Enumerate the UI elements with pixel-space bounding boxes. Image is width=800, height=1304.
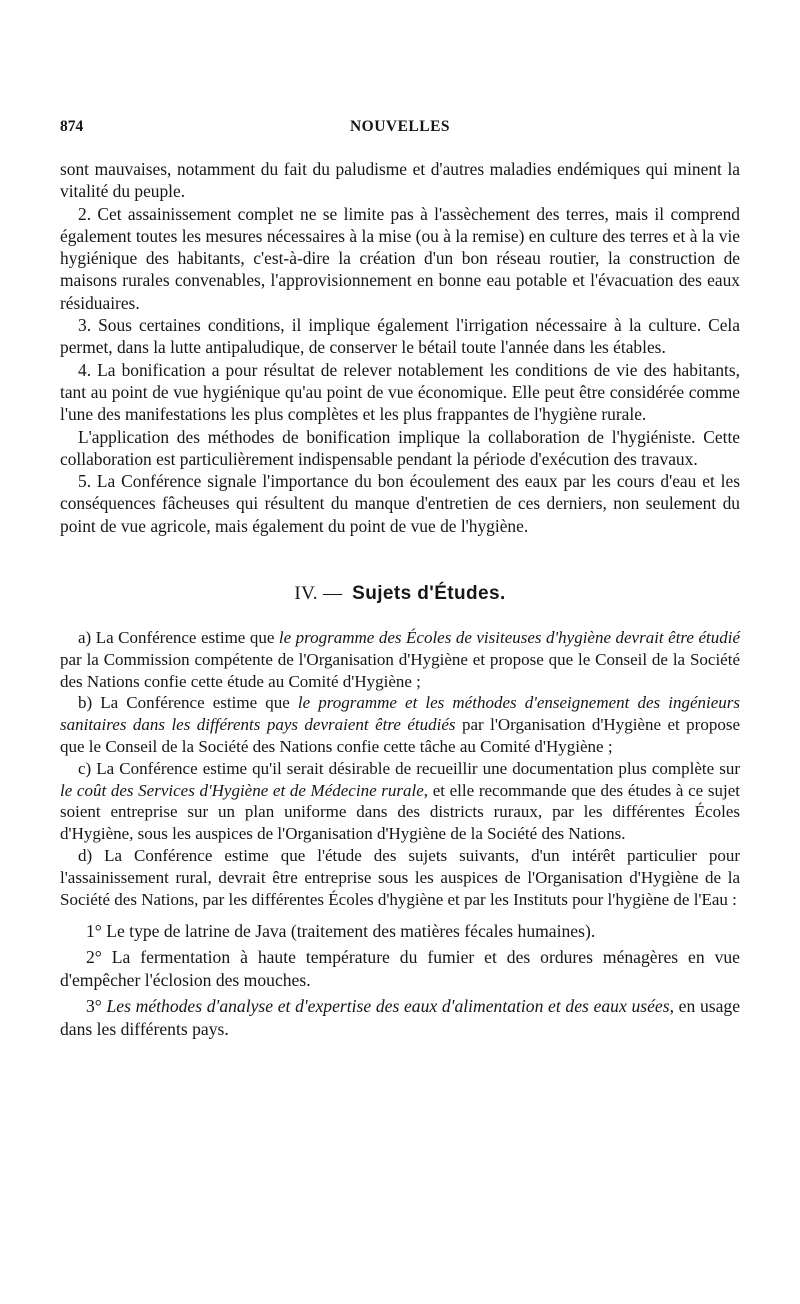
paragraph-3: 3. Sous certaines conditions, il implique également l'irrigation nécessaire à la culture. Cela permet, dans la lutte antipaludique, de conserver le bétail toute l'année dans les étables. — [60, 315, 740, 358]
page-number: 874 — [60, 118, 84, 135]
subsection-c-rest: , et elle recommande que des études à ce sujet soient entreprise sur un plan uniforme dans des districts ruraux, par les différentes Écoles d'Hygiène, sous les auspices de l'Organisation d'Hygiène de la Société des Nations. — [60, 780, 740, 844]
list-item: 2° La fermentation à haute température du fumier et des ordures ménagères en vue d'empêcher l'éclosion des mouches. — [60, 947, 740, 990]
subsection-c — [60, 758, 740, 845]
list-item-rest: , en usage dans les différents pays. — [60, 995, 740, 1039]
subsection-c-italic: le coût des Services d'Hygiène et de Médecine rurale — [60, 780, 424, 800]
subsection-c-lead: c) La Conférence estime qu'il serait désirable de recueillir une documentation plus complète sur — [78, 758, 740, 778]
subsection-a-rest: par la Commission compétente de l'Organisation d'Hygiène et propose que le Conseil de la Société des Nations confie cette étude au Comité d'Hygiène ; — [60, 649, 740, 691]
section-heading — [60, 583, 740, 605]
subsection-a — [60, 627, 740, 692]
study-topics-list — [60, 920, 740, 1040]
section-number: IV. — — [294, 583, 343, 605]
list-item-number: 3° — [86, 995, 107, 1016]
subsection-a-lead: a) La Conférence estime que — [78, 628, 279, 648]
paragraph-4: 4. La bonification a pour résultat de relever notablement les conditions de vie des habitants, tant au point de vue hygiénique qu'au point de vue économique. Elle peut être considérée comme l'une des manifestations les plus complètes et les plus frappantes de l'hygiène rurale. — [60, 359, 740, 425]
subsection-a-italic: le programme des Écoles de visiteuses d'hygiène devrait être étudié — [278, 628, 740, 648]
page-header — [60, 118, 740, 144]
subsection-b — [60, 692, 740, 757]
subsection-b-italic: le programme et les méthodes d'enseignement des ingénieurs sanitaires dans les différents pays devraient être étudiés — [60, 693, 740, 735]
paragraph-bonification: L'application des méthodes de bonification implique la collaboration de l'hygiéniste. Cette collaboration est particulièrement indispensable pendant la période d'exécution des travaux. — [60, 426, 740, 469]
paragraph-2: 2. Cet assainissement complet ne se limite pas à l'assèchement des terres, mais il comprend également toutes les mesures nécessaires à la mise (ou à la remise) en culture des terres et à la vie hygiénique des habitants, c'est-à-dire la création d'un bon réseau routier, la construction de maisons rurales convenables, l'approvisionnement en bonne eau potable et l'évacuation des eaux résiduaires. — [60, 203, 740, 313]
list-item — [60, 995, 740, 1041]
document-page — [60, 118, 740, 1043]
subsection-b-lead: b) La Conférence estime que — [78, 693, 298, 713]
subsection-d: d) La Conférence estime que l'étude des sujets suivants, d'un intérêt particulier pour l'assainissement rural, devrait être entreprise sous les auspices de l'Organisation d'Hygiène de la Société des Nations, par les différentes Écoles d'hygiène et par les Instituts pour l'hygiène de l'Eau : — [60, 846, 740, 909]
paragraph-5: 5. La Conférence signale l'importance du bon écoulement des eaux par les cours d'eau et les conséquences fâcheuses qui résultent du manque d'entretien de ces derniers, non seulement du point de vue agricole, mais également du point de vue de l'hygiène. — [60, 471, 740, 536]
section-title: Sujets d'Études. — [352, 583, 506, 605]
body-text — [60, 158, 740, 537]
list-item-italic: Les méthodes d'analyse et d'expertise des eaux d'alimentation et des eaux usées — [106, 995, 670, 1016]
subsections — [60, 627, 740, 910]
running-title: NOUVELLES — [349, 118, 451, 135]
paragraph-continuation: sont mauvaises, notamment du fait du paludisme et d'autres maladies endémiques qui minent la vitalité du peuple. — [60, 159, 740, 202]
subsection-b-rest: par l'Organisation d'Hygiène et propose que le Conseil de la Société des Nations confie cette tâche au Comité d'Hygiène ; — [60, 715, 741, 757]
list-item: 1° Le type de latrine de Java (traitement des matières fécales humaines). — [86, 921, 596, 942]
